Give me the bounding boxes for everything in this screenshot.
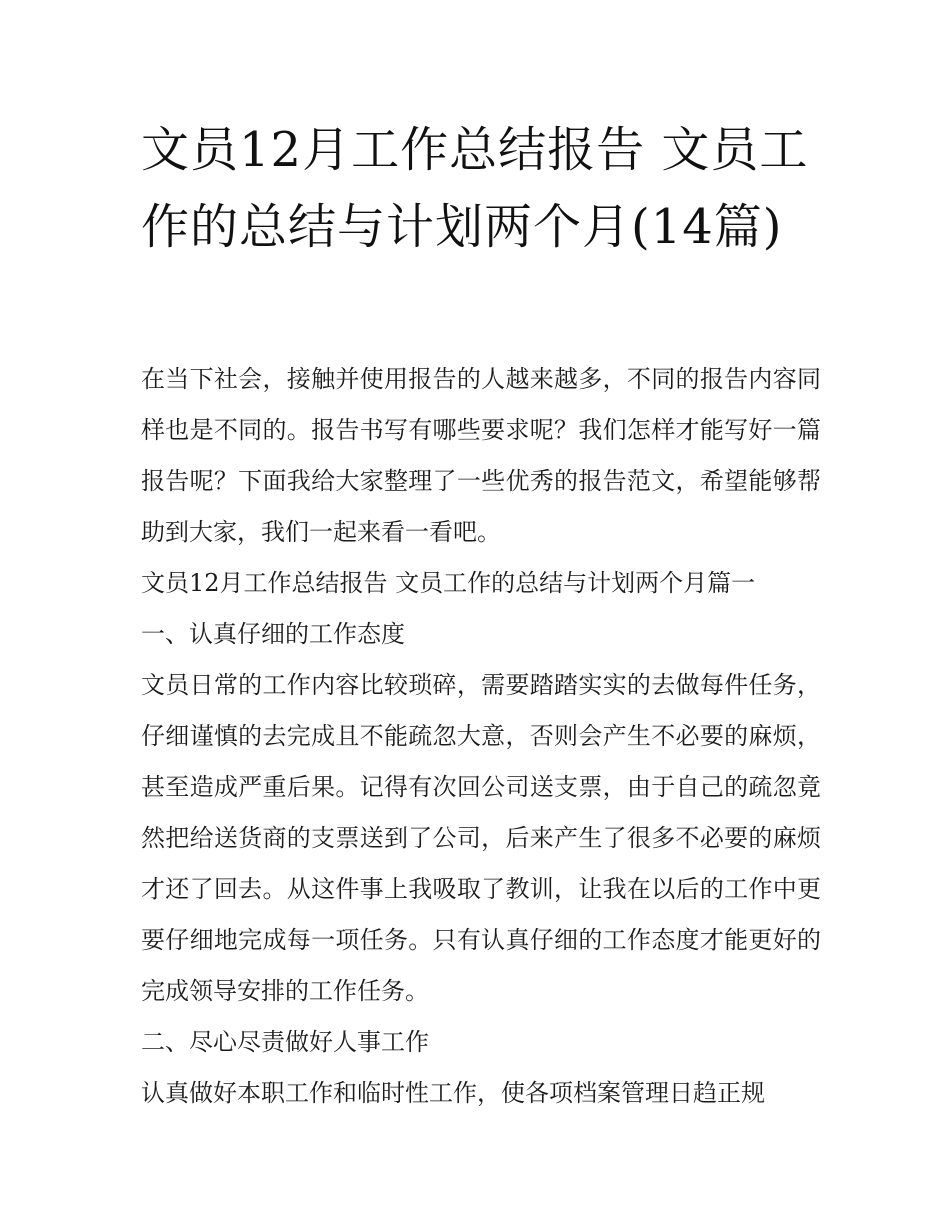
document-title: 文员12月工作总结报告 文员工作的总结与计划两个月(14篇): [141, 122, 809, 255]
heading-1: 一、认真仔细的工作态度: [141, 620, 405, 648]
paragraph-1: 文员日常的工作内容比较琐碎，需要踏踏实实的去做每件任务，仔细谨慎的去完成且不能疏忽大意，否则会产生不必要的麻烦，甚至造成严重后果。记得有次回公司送支票，由于自己的疏忽竟然把给送货商的支票送到了公司，后来产生了很多不必要的麻烦才还了回去。从这件事上我吸取了教训，让我在以后的工作中更要仔细地完成每一项任务。只有认真仔细的工作态度才能更好的完成领导安排的工作任务。: [141, 671, 821, 1005]
intro-paragraph: 在当下社会，接触并使用报告的人越来越多，不同的报告内容同样也是不同的。报告书写有哪些要求呢？我们怎样才能写好一篇报告呢？下面我给大家整理了一些优秀的报告范文，希望能够帮助到大家，我们一起来看一看吧。: [141, 365, 821, 546]
paragraph-2: 认真做好本职工作和临时性工作，使各项档案管理日趋正规: [141, 1079, 765, 1107]
section-title: 文员12月工作总结报告 文员工作的总结与计划两个月篇一: [141, 569, 756, 597]
document-body: [141, 354, 821, 1119]
heading-2: 二、尽心尽责做好人事工作: [141, 1028, 429, 1056]
